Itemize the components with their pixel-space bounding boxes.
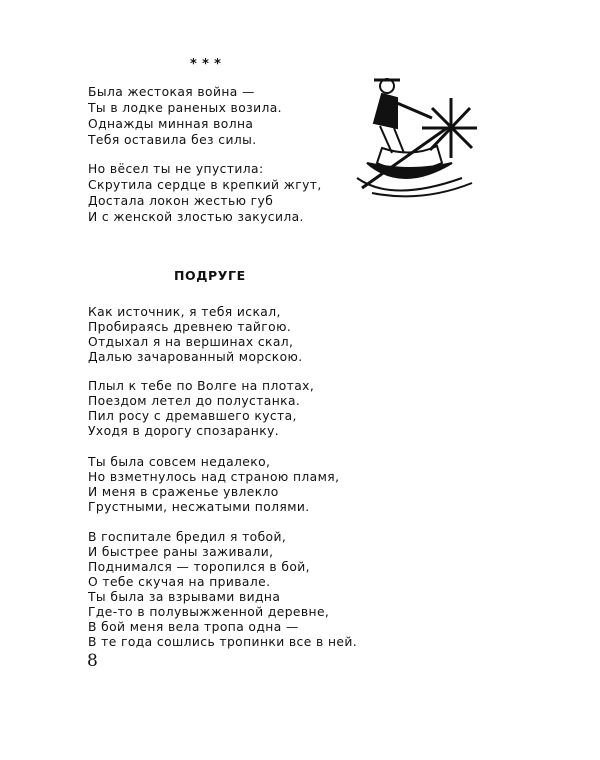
poem1-stanza-1 [88,84,282,148]
verse-line: Тебя оставила без силы. [88,133,257,147]
verse-line: И быстрее раны заживали, [88,545,274,559]
verse-line: Скрутила сердце в крепкий жгут, [88,178,322,192]
verse-line: В бой меня вела тропа одна — [88,620,299,634]
poem2-stanza-3 [88,455,339,515]
verse-line: Плыл к тебе по Волге на плотах, [88,379,315,393]
verse-line: Достала локон жестью губ [88,194,274,208]
verse-line: Поднимался — торопился в бой, [88,560,310,574]
verse-line: Как источник, я тебя искал, [88,305,281,319]
verse-line: Ты в лодке раненых возила. [88,101,282,115]
verse-line: Отдыхал я на вершинах скал, [88,335,294,349]
poem2-stanza-2 [88,379,314,439]
verse-line: Была жестокая война — [88,85,255,99]
poem2-stanza-1 [88,305,303,365]
verse-line: Но вёсел ты не упустила: [88,162,264,176]
verse-line: Поездом летел до полустанка. [88,394,301,408]
verse-line: О тебе скучая на привале. [88,575,271,589]
poem2-stanza-4 [88,530,357,650]
verse-line: Ты была совсем недалеко, [88,455,271,469]
verse-line: Грустными, несжатыми полями. [88,500,310,514]
verse-line: И с женской злостью закусила. [88,210,304,224]
verse-line: В те года сошлись тропинки все в ней. [88,635,358,649]
verse-line: И меня в сраженье увлекло [88,485,279,499]
verse-line: Но взметнулось над страною пламя, [88,470,340,484]
section-ornament: * * * [190,57,223,72]
verse-line: Пробираясь древнею тайгою. [88,320,292,334]
verse-line: Ты была за взрывами видна [88,590,281,604]
verse-line: Однажды минная волна [88,117,254,131]
verse-line: Где-то в полувыжженной деревне, [88,605,330,619]
verse-line: Пил росу с дремавшего куста, [88,409,297,423]
page-number: 8 [87,651,98,671]
boat-rower-illustration [352,68,477,203]
poem-title: ПОДРУГЕ [174,268,246,283]
verse-line: Уходя в дорогу спозаранку. [88,424,280,438]
verse-line: В госпитале бредил я тобой, [88,530,287,544]
poem1-stanza-2 [88,161,322,225]
verse-line: Далью зачарованный морскою. [88,350,303,364]
